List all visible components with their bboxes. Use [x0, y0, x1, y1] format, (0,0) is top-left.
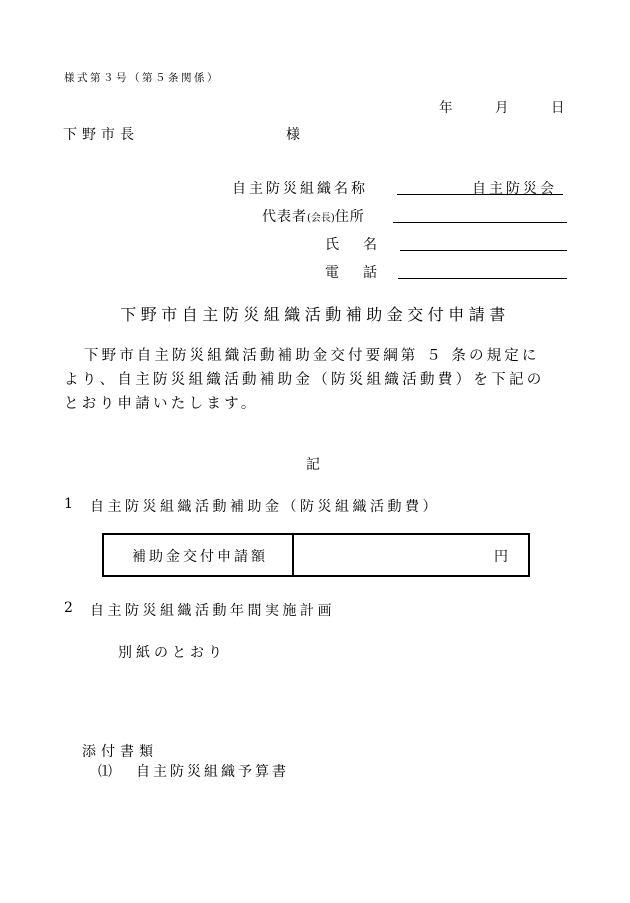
body-line-3: とおり申請いたします。 — [64, 396, 259, 412]
amount-divider — [292, 535, 294, 575]
name-label: 氏名 — [325, 237, 401, 253]
date-day-label: 日 — [551, 100, 565, 116]
rep-label-suffix: 住所 — [334, 209, 365, 225]
rep-address-label — [262, 206, 365, 226]
amount-unit: 円 — [494, 549, 508, 565]
ki-heading: 記 — [306, 457, 320, 473]
form-number: 様式第３号（第５条関係） — [64, 72, 220, 84]
attachments-heading: 添付書類 — [82, 744, 158, 760]
date-month-label: 月 — [495, 100, 509, 116]
item-1-text: 自主防災組織活動補助金（防災組織活動費） — [90, 499, 440, 515]
rep-address-underline — [393, 222, 567, 223]
item-1 — [64, 496, 440, 515]
attachment-item — [98, 761, 289, 781]
tel-label: 電話 — [325, 265, 401, 281]
body-line-1: 下野市自主防災組織活動補助金交付要綱第 ５ 条の規定に — [84, 348, 540, 364]
body-line-2: より、自主防災組織活動補助金（防災組織活動費）を下記の — [64, 372, 545, 388]
item-2-text: 自主防災組織活動年間実施計画 — [90, 603, 335, 619]
rep-label-prefix: 代表者 — [262, 209, 307, 225]
attachment-item-text: 自主防災組織予算書 — [136, 764, 289, 780]
attachment-item-number: ⑴ — [98, 764, 115, 780]
tel-underline — [398, 278, 567, 279]
document-title: 下野市自主防災組織活動補助金交付申請書 — [120, 305, 510, 324]
item-1-number: 1 — [64, 496, 77, 512]
plan-note: 別紙のとおり — [118, 645, 226, 661]
date-year-label: 年 — [439, 100, 453, 116]
rep-label-small: (会長) — [307, 213, 335, 224]
item-2-number: 2 — [64, 600, 77, 616]
item-2 — [64, 600, 335, 619]
honorific: 様 — [286, 127, 300, 143]
name-underline — [400, 250, 567, 251]
amount-label: 補助金交付申請額 — [132, 549, 268, 565]
org-name-label: 自主防災組織名称 — [232, 181, 368, 197]
amount-table — [102, 533, 530, 577]
addressee: 下野市長 — [63, 127, 139, 143]
org-name-value: 自主防災会 — [472, 181, 557, 197]
